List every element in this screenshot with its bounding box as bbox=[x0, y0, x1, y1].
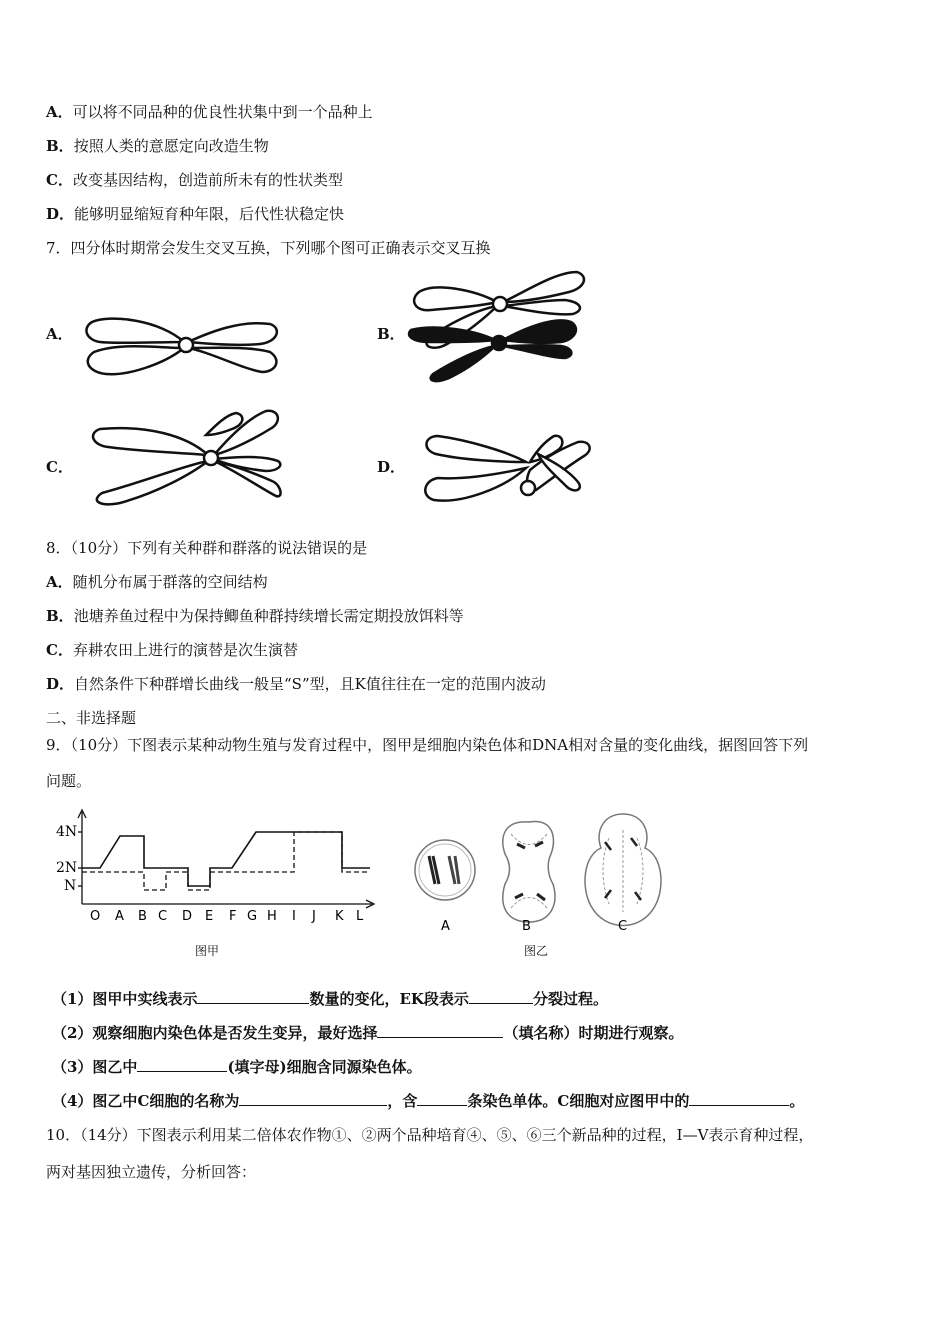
q6-option-c: C．改变基因结构，创造前所未有的性状类型 bbox=[46, 171, 343, 189]
cell-c bbox=[585, 814, 661, 926]
cell-b bbox=[503, 821, 555, 922]
q6-option-a: A．可以将不同品种的优良性状集中到一个品种上 bbox=[46, 103, 373, 121]
section-heading: 二、非选择题 bbox=[46, 709, 137, 727]
x-label-l: L bbox=[356, 909, 364, 924]
y-label-4n: 4N bbox=[56, 824, 78, 840]
blank-2[interactable] bbox=[469, 988, 533, 1004]
x-label-c: C bbox=[158, 909, 168, 924]
x-label-j: J bbox=[312, 909, 316, 924]
q7-label-d: D． bbox=[377, 458, 406, 476]
q9-sub2: （2）观察细胞内染色体是否发生变异，最好选择 （填名称）时期进行观察。 bbox=[52, 1024, 684, 1042]
q9-sub3: （3）图乙中 (填字母)细胞含同源染色体。 bbox=[52, 1058, 422, 1076]
chromosome-figure-a bbox=[80, 312, 285, 380]
chromosome-figure-b bbox=[405, 266, 590, 384]
q7-label-b: B． bbox=[377, 325, 405, 343]
q9-sub4: （4）图乙中C细胞的名称为 ，含 条染色单体。C细胞对应图甲中的 。 bbox=[52, 1092, 805, 1110]
q6-option-b: B．按照人类的意愿定向改造生物 bbox=[46, 137, 269, 155]
cell-a bbox=[415, 840, 475, 900]
x-label-o: O bbox=[90, 909, 101, 924]
x-label-b: B bbox=[138, 909, 147, 924]
q10-line2: 两对基因独立遗传，分析回答： bbox=[46, 1163, 257, 1181]
x-label-g: G bbox=[247, 909, 258, 924]
q8-option-a: A．随机分布属于群落的空间结构 bbox=[46, 573, 268, 591]
y-label-2n: 2N bbox=[56, 860, 78, 876]
blank-3[interactable] bbox=[377, 1022, 503, 1038]
x-label-h: H bbox=[267, 909, 277, 924]
figure-yi-cells bbox=[405, 808, 675, 938]
blank-5[interactable] bbox=[239, 1090, 387, 1106]
blank-1[interactable] bbox=[197, 988, 309, 1004]
chromosome-figure-c bbox=[86, 405, 286, 509]
caption-jia: 图甲 bbox=[195, 944, 220, 958]
q7-stem: 7．四分体时期常会发生交叉互换，下列哪个图可正确表示交叉互换 bbox=[46, 239, 491, 257]
cell-label-b: B bbox=[522, 919, 531, 934]
chromosome-figure-d bbox=[418, 430, 598, 508]
q8-option-b: B．池塘养鱼过程中为保持鲫鱼种群持续增长需定期投放饵料等 bbox=[46, 607, 464, 625]
cell-label-c: C bbox=[618, 919, 628, 934]
q7-label-c: C． bbox=[46, 458, 73, 476]
blank-4[interactable] bbox=[137, 1056, 227, 1072]
q6-option-d: D．能够明显缩短育种年限，后代性状稳定快 bbox=[46, 205, 345, 223]
blank-6[interactable] bbox=[417, 1090, 467, 1106]
x-label-d: D bbox=[182, 909, 193, 924]
q8-option-d: D．自然条件下种群增长曲线一般呈“S”型，且K值往往在一定的范围内波动 bbox=[46, 675, 546, 693]
x-label-a: A bbox=[115, 909, 124, 924]
q9-sub1: （1）图甲中实线表示 数量的变化，EK段表示 分裂过程。 bbox=[52, 990, 608, 1008]
q10-line1: 10．（14分）下图表示利用某二倍体农作物①、②两个品种培育④、⑤、⑥三个新品种的过程，Ⅰ—Ⅴ表示育种过程， bbox=[46, 1126, 814, 1144]
x-label-f: F bbox=[229, 909, 237, 924]
x-label-k: K bbox=[335, 909, 344, 924]
x-label-i: I bbox=[292, 909, 296, 924]
q9-stem-line2: 问题。 bbox=[46, 772, 92, 790]
x-label-e: E bbox=[205, 909, 214, 924]
cell-label-a: A bbox=[441, 919, 450, 934]
q7-label-a: A． bbox=[46, 325, 73, 343]
caption-yi: 图乙 bbox=[524, 944, 549, 958]
figure-jia-graph bbox=[52, 806, 382, 926]
y-label-n: N bbox=[64, 878, 77, 894]
q8-option-c: C．弃耕农田上进行的演替是次生演替 bbox=[46, 641, 298, 659]
blank-7[interactable] bbox=[689, 1090, 789, 1106]
q8-stem: 8．（10分）下列有关种群和群落的说法错误的是 bbox=[46, 539, 368, 557]
q9-stem-line1: 9．（10分）下图表示某种动物生殖与发育过程中，图甲是细胞内染色体和DNA相对含量的变化曲线，据图回答下列 bbox=[46, 736, 809, 754]
